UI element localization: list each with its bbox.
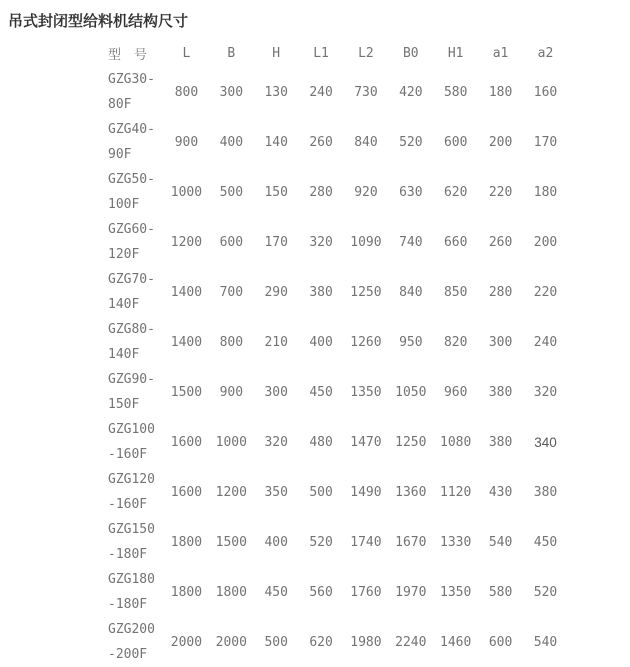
value-cell: 850 (443, 284, 468, 300)
value-cell: 920 (354, 184, 378, 200)
value-cell: 700 (219, 284, 244, 300)
value-cell: 840 (354, 134, 378, 150)
value-cell: 2000 (170, 634, 203, 650)
value-cell: 450 (264, 584, 288, 600)
value-cell: 1260 (350, 334, 382, 350)
value-cell: 500 (264, 634, 288, 650)
table-header (100, 39, 568, 67)
value-cell: 300 (264, 384, 288, 400)
value-cell: 240 (533, 334, 558, 350)
value-cell: 200 (533, 234, 558, 250)
value-cell: 170 (533, 134, 558, 150)
model-text: GZG60-120F (108, 222, 155, 262)
value-cell: 540 (533, 634, 558, 650)
value-cell: 180 (533, 184, 558, 200)
value-cell: 820 (443, 334, 468, 350)
value-cell: 1350 (440, 584, 472, 600)
value-cell: 600 (488, 634, 513, 650)
model-text: GZG180-180F (108, 572, 155, 612)
model-text: GZG200-200F (108, 622, 155, 662)
value-cell: 300 (488, 334, 513, 350)
value-cell: 450 (309, 384, 333, 400)
model-cell (100, 517, 164, 567)
value-cell: 840 (399, 284, 423, 300)
value-cell: 1460 (440, 634, 472, 650)
value-cell: 210 (264, 334, 288, 350)
value-cell: 600 (443, 134, 468, 150)
value-cell: 450 (533, 534, 558, 550)
column-header-L: L (182, 45, 191, 61)
model-cell (100, 267, 164, 317)
value-cell: 1490 (350, 484, 382, 500)
value-cell: 1350 (350, 384, 382, 400)
table-row (100, 517, 568, 567)
value-cell: 1200 (215, 484, 247, 500)
value-cell: 1000 (215, 434, 247, 450)
column-header-H1: H1 (447, 45, 464, 61)
value-cell: 420 (399, 84, 423, 100)
value-cell: 1800 (215, 584, 247, 600)
table-row (100, 67, 568, 117)
value-cell: 560 (309, 584, 333, 600)
table-row (100, 467, 568, 517)
value-cell: 520 (309, 534, 333, 550)
model-cell (100, 467, 164, 517)
model-cell (100, 367, 164, 417)
value-cell: 1200 (170, 234, 203, 250)
value-cell: 200 (488, 134, 513, 150)
value-cell: 400 (264, 534, 288, 550)
value-cell: 170 (264, 234, 288, 250)
value-cell: 960 (443, 384, 468, 400)
value-cell: 140 (264, 134, 288, 150)
value-cell: 1050 (395, 384, 427, 400)
model-cell (100, 217, 164, 267)
value-cell: 1470 (350, 434, 382, 450)
value-cell: 380 (488, 434, 513, 450)
model-text: GZG90-150F (108, 372, 155, 412)
value-cell: 1800 (170, 534, 203, 550)
model-text: GZG40-90F (108, 122, 155, 162)
value-cell: 1800 (170, 584, 203, 600)
value-cell: 1120 (440, 484, 472, 500)
value-cell: 1600 (170, 484, 203, 500)
value-cell: 620 (309, 634, 333, 650)
value-cell: 1250 (350, 284, 382, 300)
table-row (100, 317, 568, 367)
value-cell: 1090 (350, 234, 382, 250)
table-row (100, 417, 568, 467)
value-cell: 130 (264, 84, 288, 100)
value-cell: 1500 (215, 534, 247, 550)
table-row (100, 217, 568, 267)
value-cell: 150 (264, 184, 288, 200)
value-cell: 300 (219, 84, 244, 100)
value-cell: 1000 (170, 184, 203, 200)
value-cell: 1670 (395, 534, 427, 550)
model-cell (100, 417, 164, 467)
value-cell: 1980 (350, 634, 382, 650)
value-cell: 660 (443, 234, 468, 250)
value-cell: 800 (219, 334, 244, 350)
model-text: GZG70-140F (108, 272, 155, 312)
column-header-L2: L2 (358, 45, 374, 61)
header-row (100, 39, 568, 67)
value-cell: 180 (488, 84, 513, 100)
value-cell: 600 (219, 234, 244, 250)
value-cell: 380 (309, 284, 333, 300)
value-cell: 1330 (440, 534, 472, 550)
value-cell: 2240 (395, 634, 427, 650)
value-cell: 290 (264, 284, 288, 300)
table-row (100, 117, 568, 167)
value-cell: 1600 (170, 434, 203, 450)
value-cell: 400 (219, 134, 244, 150)
value-cell: 740 (399, 234, 423, 250)
column-header-L1: L1 (313, 45, 329, 61)
value-cell: 900 (219, 384, 244, 400)
model-text: GZG120-160F (108, 472, 155, 512)
value-cell: 350 (264, 484, 288, 500)
value-cell: 520 (399, 134, 423, 150)
value-cell: 520 (533, 584, 558, 600)
value-cell: 480 (309, 434, 333, 450)
value-cell: 260 (309, 134, 333, 150)
value-cell: 2000 (215, 634, 247, 650)
model-cell (100, 67, 164, 117)
value-cell: 620 (443, 184, 468, 200)
value-cell: 280 (309, 184, 333, 200)
value-cell: 320 (533, 384, 558, 400)
model-text: GZG30-80F (108, 72, 155, 112)
value-cell: 1250 (395, 434, 427, 450)
value-cell: 580 (443, 84, 468, 100)
value-cell: 1970 (395, 584, 427, 600)
column-header-a1: a1 (492, 45, 509, 61)
model-cell (100, 617, 164, 667)
table-row (100, 617, 568, 667)
value-cell: 1760 (350, 584, 382, 600)
model-cell (100, 567, 164, 617)
model-cell (100, 117, 164, 167)
value-cell: 280 (488, 284, 513, 300)
value-cell: 340 (534, 434, 557, 450)
value-cell: 400 (309, 334, 333, 350)
table-row (100, 167, 568, 217)
model-cell (100, 317, 164, 367)
dimensions-table (100, 39, 568, 667)
model-text: GZG80-140F (108, 322, 155, 362)
value-cell: 1740 (350, 534, 382, 550)
table-row (100, 567, 568, 617)
page-title: 吊式封闭型给料机结构尺寸 (8, 13, 189, 30)
column-header-model: 型 号 (108, 47, 148, 63)
value-cell: 260 (488, 234, 513, 250)
value-cell: 1080 (440, 434, 472, 450)
value-cell: 220 (488, 184, 513, 200)
table-body (100, 67, 568, 667)
value-cell: 380 (533, 484, 558, 500)
value-cell: 430 (488, 484, 513, 500)
value-cell: 380 (488, 384, 513, 400)
value-cell: 1500 (170, 384, 203, 400)
value-cell: 950 (399, 334, 423, 350)
column-header-B: B (227, 45, 236, 61)
model-text: GZG150-180F (108, 522, 155, 562)
value-cell: 500 (309, 484, 333, 500)
column-header-B0: B0 (402, 45, 419, 61)
value-cell: 320 (309, 234, 333, 250)
value-cell: 630 (399, 184, 423, 200)
value-cell: 1360 (395, 484, 427, 500)
table-row (100, 267, 568, 317)
model-text: GZG100-160F (108, 422, 155, 462)
value-cell: 730 (354, 84, 378, 100)
value-cell: 1400 (170, 284, 203, 300)
column-header-a2: a2 (537, 45, 554, 61)
value-cell: 500 (219, 184, 244, 200)
value-cell: 240 (309, 84, 333, 100)
table-row (100, 367, 568, 417)
model-text: GZG50-100F (108, 172, 155, 212)
value-cell: 540 (488, 534, 513, 550)
column-header-H: H (272, 45, 281, 61)
value-cell: 320 (264, 434, 288, 450)
value-cell: 800 (174, 84, 199, 100)
model-cell (100, 167, 164, 217)
value-cell: 160 (533, 84, 558, 100)
value-cell: 1400 (170, 334, 203, 350)
value-cell: 220 (533, 284, 558, 300)
value-cell: 900 (174, 134, 199, 150)
value-cell: 580 (488, 584, 513, 600)
